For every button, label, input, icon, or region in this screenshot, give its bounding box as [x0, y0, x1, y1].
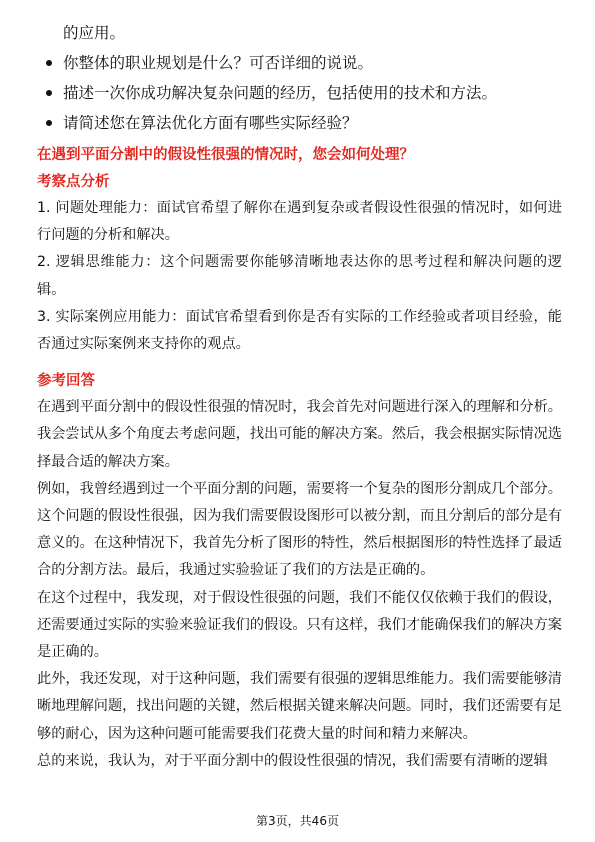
question-bullet-list	[37, 48, 562, 138]
page-number-footer: 第3页，共46页	[256, 814, 339, 828]
analysis-point: 2. 逻辑思维能力：这个问题需要你能够清晰地表达你的思考过程和解决问题的逻辑。	[37, 254, 562, 298]
answer-paragraph: 此外，我还发现，对于这种问题，我们需要有很强的逻辑思维能力。我们需要能够清晰地理解问题，找出问题的关键，然后根据关键来解决问题。同时，我们还需要有足够的耐心，因为这种问题可能需要我们花费大量的时间和精力来解决。	[37, 671, 562, 742]
bullet-text: 请简述您在算法优化方面有哪些实际经验？	[63, 114, 358, 132]
bullet-item	[37, 108, 562, 138]
analysis-point: 3. 实际案例应用能力：面试官希望看到你是否有实际的工作经验或者项目经验，能否通过实际案例来支持你的观点。	[37, 308, 562, 353]
answer-paragraph: 总的来说，我认为，对于平面分割中的假设性很强的情况，我们需要有清晰的逻辑	[37, 752, 548, 769]
bullet-item	[37, 48, 562, 78]
continued-text: 的应用。	[63, 24, 126, 42]
bullet-dot-icon	[46, 120, 52, 126]
answer-paragraph: 例如，我曾经遇到过一个平面分割的问题，需要将一个复杂的图形分割成几个部分。这个问题的假设性很强，因为我们需要假设图形可以被分割，而且分割后的部分是有意义的。在这种情况下，我首先分析了图形的特性，然后根据图形的特性选择了最适合的分割方法。最后，我通过实验验证了我们的方法是正确的。	[37, 480, 562, 579]
page-content	[37, 19, 562, 775]
bullet-dot-icon	[46, 90, 52, 96]
question-title: 在遇到平面分割中的假设性很强的情况时，您会如何处理？	[37, 147, 414, 163]
bullet-text: 描述一次你成功解决复杂问题的经历，包括使用的技术和方法。	[63, 84, 498, 102]
answer-paragraph: 在这个过程中，我发现，对于假设性很强的问题，我们不能仅仅依赖于我们的假设，还需要通过实际的实验来验证我们的假设。只有这样，我们才能确保我们的解决方案是正确的。	[37, 589, 562, 661]
bullet-dot-icon	[46, 60, 52, 66]
analysis-heading: 考察点分析	[37, 174, 110, 190]
answer-heading: 参考回答	[37, 373, 95, 390]
analysis-point: 1. 问题处理能力：面试官希望了解你在遇到复杂或者假设性很强的情况时，如何进行问题的分析和解决。	[37, 200, 562, 244]
bullet-item	[37, 78, 562, 108]
answer-paragraph: 在遇到平面分割中的假设性很强的情况时，我会首先对问题进行深入的理解和分析。我会尝试从多个角度去考虑问题，找出可能的解决方案。然后，我会根据实际情况选择最合适的解决方案。	[37, 399, 562, 470]
bullet-text: 你整体的职业规划是什么？可否详细的说说。	[63, 54, 374, 72]
